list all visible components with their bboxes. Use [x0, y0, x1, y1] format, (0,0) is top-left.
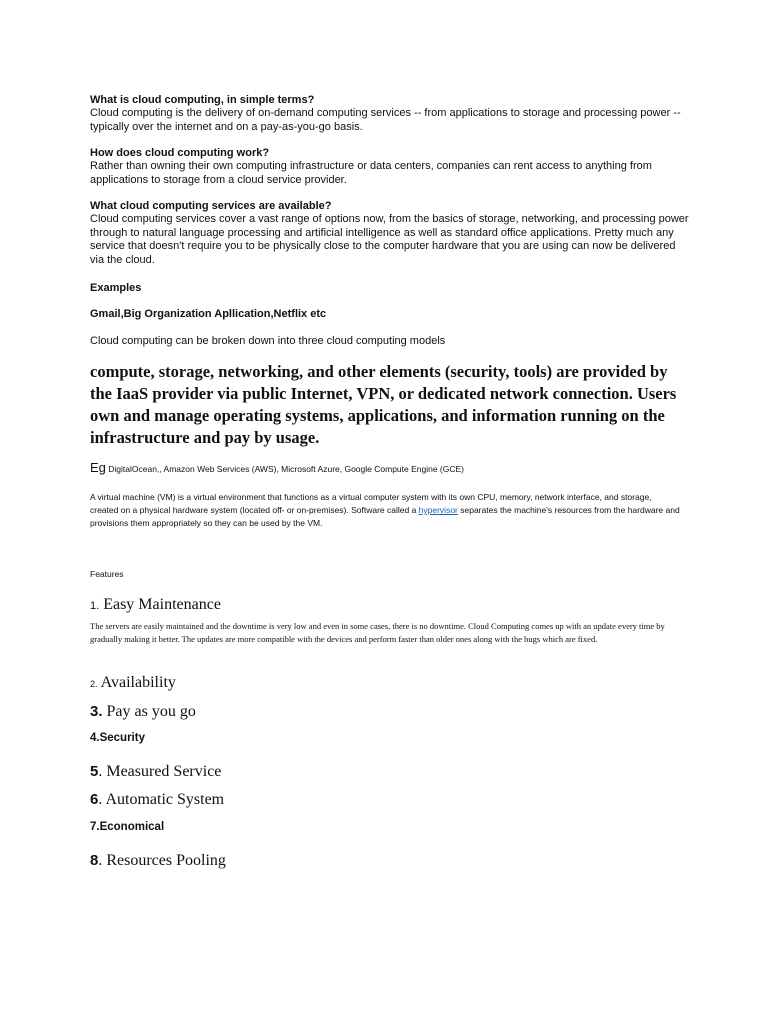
eg-label: Eg [90, 460, 106, 475]
feature-heading-easy-maintenance [90, 595, 690, 616]
iaas-description: compute, storage, networking, and other elements (security, tools) are provided by the IaaS provider via public Internet, VPN, or dedicated network connection. Users own and manage operating systems, applications, and information running on the infrastructure and pay by usage. [90, 362, 677, 447]
feature-number: 5 [90, 763, 99, 780]
answer-paragraph: Cloud computing is the delivery of on-demand computing services -- from applications to storage and processing power -- typically over the internet and on a pay-as-you-go basis. [90, 107, 681, 133]
feature-title: . Resources Pooling [98, 852, 226, 869]
vm-paragraph [90, 491, 680, 530]
feature-title: Pay as you go [106, 703, 196, 720]
feature-title: Easy Maintenance [103, 596, 221, 613]
example-providers [90, 460, 690, 477]
feature-number: 6 [90, 791, 99, 808]
feature-number: 8 [90, 852, 99, 869]
feature-heading-security: 4.Security [90, 732, 145, 744]
features-label: Features [90, 569, 124, 579]
feature-number: 1. [90, 600, 100, 612]
feature-title: Availability [100, 674, 176, 691]
vm-text-end: separates the machine's resources from the hardware and provisions them appropriately so they can be used by the VM. [90, 505, 680, 528]
feature-heading-automatic-system [90, 790, 690, 810]
feature-heading-economical: 7.Economical [90, 821, 165, 833]
answer-paragraph: Cloud computing services cover a vast range of options now, from the basics of storage, networking, and processing power through to natural language processing and artificial intelligence as well as standard office applications. Pretty much any service that doesn't require you to be physically close to the computer hardware that you are using can now be delivered via the cloud. [90, 213, 689, 266]
examples-heading: Examples [90, 282, 142, 294]
hypervisor-link[interactable]: hypervisor [418, 505, 458, 515]
question-title: What is cloud computing, in simple terms? [90, 94, 315, 106]
question-title: What cloud computing services are available? [90, 200, 332, 212]
answer-paragraph: Rather than owning their own computing infrastructure or data centers, companies can rent access to anything from applications to storage from a cloud service provider. [90, 160, 652, 186]
question-title: How does cloud computing work? [90, 147, 270, 159]
feature-number: 3. [90, 703, 103, 720]
eg-providers-list: DigitalOcean,, Amazon Web Services (AWS), Microsoft Azure, Google Compute Engine (GCE) [108, 464, 465, 474]
examples-list: Gmail,Big Organization Apllication,Netflix etc [90, 308, 327, 320]
feature-heading-pay-as-you-go [90, 702, 690, 722]
feature-heading-availability [90, 673, 690, 694]
feature-title: . Measured Service [98, 763, 222, 780]
feature-number: 2. [90, 679, 98, 689]
models-intro: Cloud computing can be broken down into three cloud computing models [90, 335, 446, 347]
feature-title: . Automatic System [98, 791, 225, 808]
feature-heading-measured-service [90, 762, 690, 782]
feature-heading-resources-pooling [90, 851, 690, 871]
vm-text-start: A virtual machine (VM) is a virtual environment that functions as a virtual computer system with its own CPU, memory, network interface, and storage, created on a physical hardware system (located off- or on-premises). Software called a [90, 492, 652, 515]
feature-description: The servers are easily maintained and the downtime is very low and even in some cases, there is no downtime. Cloud Computing comes up with an update every time by gradually making it better. The updates are more compatible with the devices and perform faster than older ones along with the bugs which are fixed. [90, 621, 665, 644]
